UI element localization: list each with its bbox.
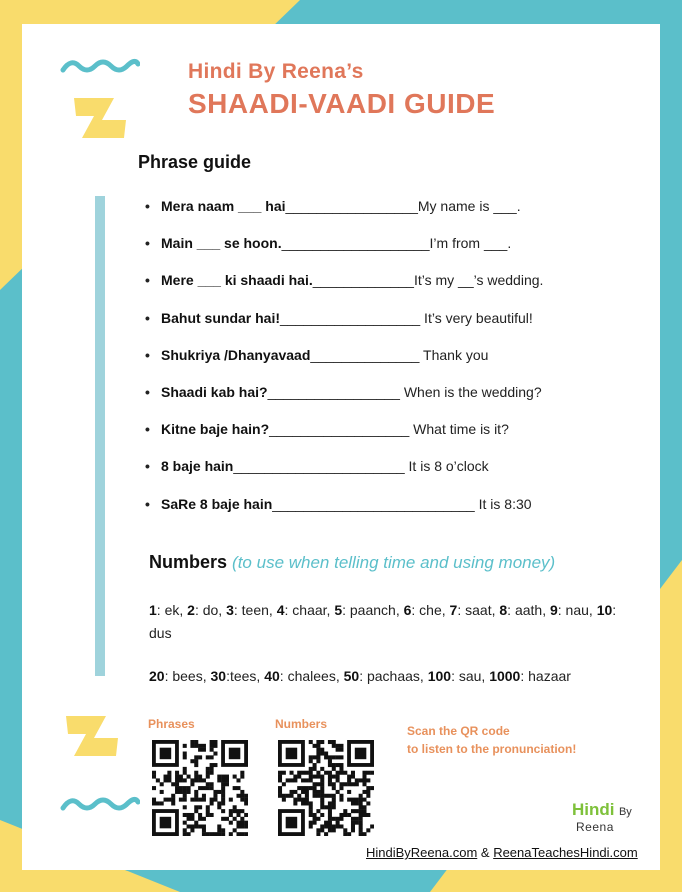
- wavy-line-decoration: [60, 54, 140, 78]
- phrase-translation: __________________________ It is 8:30: [272, 495, 532, 512]
- number-digit: 8: [499, 602, 508, 618]
- number-word: : teen,: [233, 602, 277, 618]
- phrase-translation: __________________ What time is it?: [269, 421, 509, 438]
- zigzag-decoration-bottom: [64, 712, 124, 762]
- number-word: : paanch,: [342, 602, 404, 618]
- phrase-translation: _________________My name is ___.: [285, 198, 521, 214]
- number-digit: 20: [149, 668, 165, 684]
- bullet-icon: •: [145, 458, 150, 475]
- numbers-qr-code[interactable]: [278, 740, 374, 836]
- bullet-icon: •: [145, 235, 150, 252]
- phrase-item: [145, 310, 645, 347]
- phrases-qr-label: Phrases: [148, 717, 195, 731]
- bullet-icon: •: [145, 495, 150, 512]
- scan-line-2: to listen to the pronunciation!: [407, 742, 577, 756]
- number-word: : aath,: [507, 602, 550, 618]
- number-word: : ek,: [156, 602, 188, 618]
- number-digit: 100: [427, 668, 452, 684]
- number-digit: 2: [187, 602, 195, 618]
- phrase-item: [145, 272, 645, 309]
- number-digit: 7: [449, 602, 458, 618]
- bullet-icon: •: [145, 346, 150, 363]
- number-digit: 9: [549, 602, 558, 618]
- number-digit: 30: [210, 668, 227, 684]
- phrase-item: [145, 235, 645, 272]
- bullet-icon: •: [145, 198, 150, 214]
- number-word: : nau,: [557, 602, 597, 618]
- page-title: SHAADI-VAADI GUIDE: [188, 88, 496, 119]
- phrases-qr-code[interactable]: [152, 740, 248, 836]
- scan-line-1: Scan the QR code: [407, 724, 510, 738]
- bullet-icon: •: [145, 421, 150, 438]
- number-word: : bees,: [164, 668, 211, 684]
- phrase-hindi: 8 baje hain: [161, 458, 234, 475]
- number-digit: 1000: [489, 668, 521, 684]
- zigzag-decoration: [72, 94, 132, 144]
- logo-by-text: By: [618, 806, 632, 818]
- phrase-item: [145, 421, 645, 458]
- logo-hindi-text: Hindi: [572, 800, 615, 819]
- footer-links: [366, 845, 638, 860]
- number-digit: 40: [264, 668, 280, 684]
- number-digit: 6: [403, 602, 412, 618]
- phrase-translation: ______________ Thank you: [310, 346, 489, 363]
- phrase-item: [145, 384, 645, 421]
- bullet-icon: •: [145, 272, 150, 289]
- title-subheading: Hindi By Reena’s: [188, 60, 364, 83]
- phrase-translation: __________________ It’s very beautiful!: [280, 309, 533, 326]
- number-word: : dus: [149, 602, 617, 641]
- number-word: : sau,: [451, 668, 490, 684]
- numbers-title: Numbers: [149, 552, 228, 572]
- number-digit: 50: [343, 668, 360, 684]
- website-link-hindibyreena[interactable]: HindiByReena.com: [366, 845, 478, 860]
- phrase-hindi: Main ___ se hoon.: [161, 235, 282, 252]
- number-word: : chalees,: [279, 668, 344, 684]
- scan-instruction: [407, 722, 576, 758]
- number-word: : pachaas,: [359, 668, 428, 684]
- phrase-list: [145, 198, 645, 533]
- bullet-icon: •: [145, 309, 150, 326]
- numbers-1-to-10: [149, 599, 619, 645]
- vertical-accent-bar: [95, 196, 105, 676]
- numbers-heading: [149, 552, 555, 573]
- numbers-note: (to use when telling time and using money): [232, 553, 556, 572]
- number-digit: 5: [334, 602, 343, 618]
- phrase-guide-heading: Phrase guide: [138, 152, 252, 172]
- phrase-translation: _________________ When is the wedding?: [267, 383, 542, 400]
- wavy-line-decoration-bottom: [60, 792, 140, 816]
- number-word: : che,: [411, 602, 450, 618]
- phrase-hindi: Mera naam ___ hai: [161, 198, 286, 214]
- number-digit: 4: [276, 602, 285, 618]
- phrase-hindi: Bahut sundar hai!: [161, 309, 281, 326]
- number-digit: 1: [149, 602, 157, 618]
- website-link-reenateacheshindi[interactable]: ReenaTeachesHindi.com: [493, 845, 638, 860]
- phrase-item: [145, 347, 645, 384]
- phrase-translation: _____________It’s my __’s wedding.: [312, 272, 544, 289]
- phrase-hindi: Mere ___ ki shaadi hai.: [161, 272, 313, 289]
- number-word: : saat,: [457, 602, 500, 618]
- number-word: : do,: [194, 602, 227, 618]
- number-word: : hazaar: [520, 668, 571, 684]
- phrase-item: [145, 496, 645, 533]
- number-word: :tees,: [226, 668, 265, 684]
- bullet-icon: •: [145, 383, 150, 400]
- logo-reena-text: Reena: [576, 820, 614, 834]
- number-digit: 3: [226, 602, 234, 618]
- phrase-item: [145, 458, 645, 495]
- number-digit: 10: [596, 602, 613, 618]
- phrase-hindi: Shaadi kab hai?: [161, 383, 268, 400]
- numbers-qr-label: Numbers: [275, 717, 328, 731]
- phrase-hindi: Kitne baje hain?: [161, 421, 270, 438]
- hindi-by-reena-logo: [572, 800, 632, 834]
- phrase-translation: ___________________I’m from ___.: [281, 235, 512, 252]
- phrase-hindi: SaRe 8 baje hain: [161, 495, 273, 512]
- number-word: : chaar,: [284, 602, 335, 618]
- phrase-translation: ______________________ It is 8 o’clock: [233, 458, 489, 475]
- phrase-item: [145, 198, 645, 235]
- numbers-20-to-1000: [149, 665, 619, 688]
- phrase-hindi: Shukriya /Dhanyavaad: [161, 346, 311, 363]
- footer-separator: &: [477, 845, 494, 860]
